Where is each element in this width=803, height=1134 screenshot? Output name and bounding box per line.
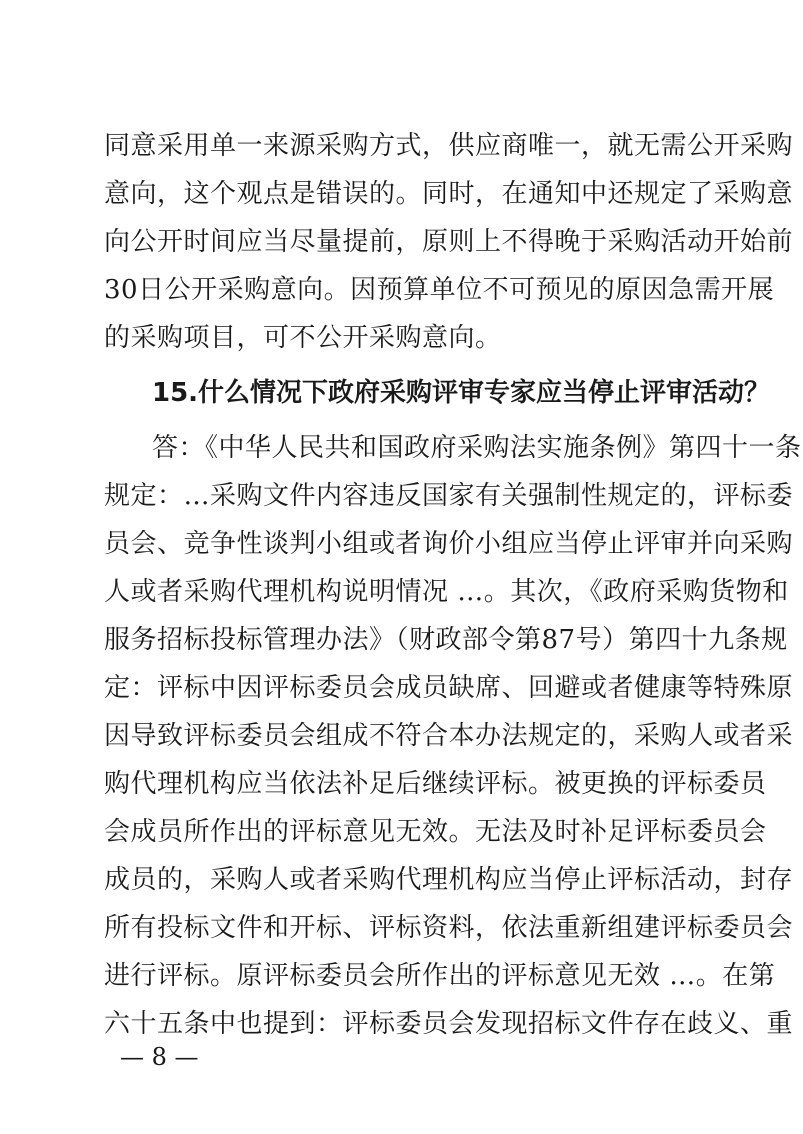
para2-line-13: 六十五条中也提到：评标委员会发现招标文件存在歧义、重 <box>104 1009 794 1039</box>
para1-line-2: 意向，这个观点是错误的。同时，在通知中还规定了采购意 <box>104 179 794 209</box>
para2-line-9: 会成员所作出的评标意见无效。无法及时补足评标委员会 <box>104 817 767 847</box>
section-heading: 15.什么情况下政府采购评审专家应当停止评审活动？ <box>152 378 771 408</box>
para2-line-3: 员会、竞争性谈判小组或者询价小组应当停止评审并向采购 <box>104 529 794 559</box>
para2-line-1: 答：《中华人民共和国政府采购法实施条例》第四十一条 <box>152 433 802 463</box>
page-number: — 8 — <box>120 1043 199 1071</box>
para2-line-8: 购代理机构应当依法补足后继续评标。被更换的评标委员 <box>104 769 767 799</box>
para1-line-1: 同意采用单一来源采购方式，供应商唯一，就无需公开采购 <box>104 131 794 161</box>
para1-line-5: 的采购项目，可不公开采购意向。 <box>104 323 502 353</box>
para2-line-6: 定：评标中因评标委员会成员缺席、回避或者健康等特殊原 <box>104 673 794 703</box>
para2-line-11: 所有投标文件和开标、评标资料，依法重新组建评标委员会 <box>104 913 794 943</box>
para2-line-7: 因导致评标委员会组成不符合本办法规定的，采购人或者采 <box>104 721 794 751</box>
para2-line-10: 成员的，采购人或者采购代理机构应当停止评标活动，封存 <box>104 865 794 895</box>
para1-line-3: 向公开时间应当尽量提前，原则上不得晚于采购活动开始前 <box>104 227 794 257</box>
para2-line-2: 规定：…采购文件内容违反国家有关强制性规定的，评标委 <box>104 481 794 511</box>
para1-line-4: 30日公开采购意向。因预算单位不可预见的原因急需开展 <box>104 275 775 305</box>
para2-line-5: 服务招标投标管理办法》（财政部令第87号）第四十九条规 <box>104 625 788 655</box>
para2-line-12: 进行评标。原评标委员会所作出的评标意见无效 …。在第 <box>104 961 776 991</box>
para2-line-4: 人或者采购代理机构说明情况 …。其次，《政府采购货物和 <box>104 577 789 607</box>
